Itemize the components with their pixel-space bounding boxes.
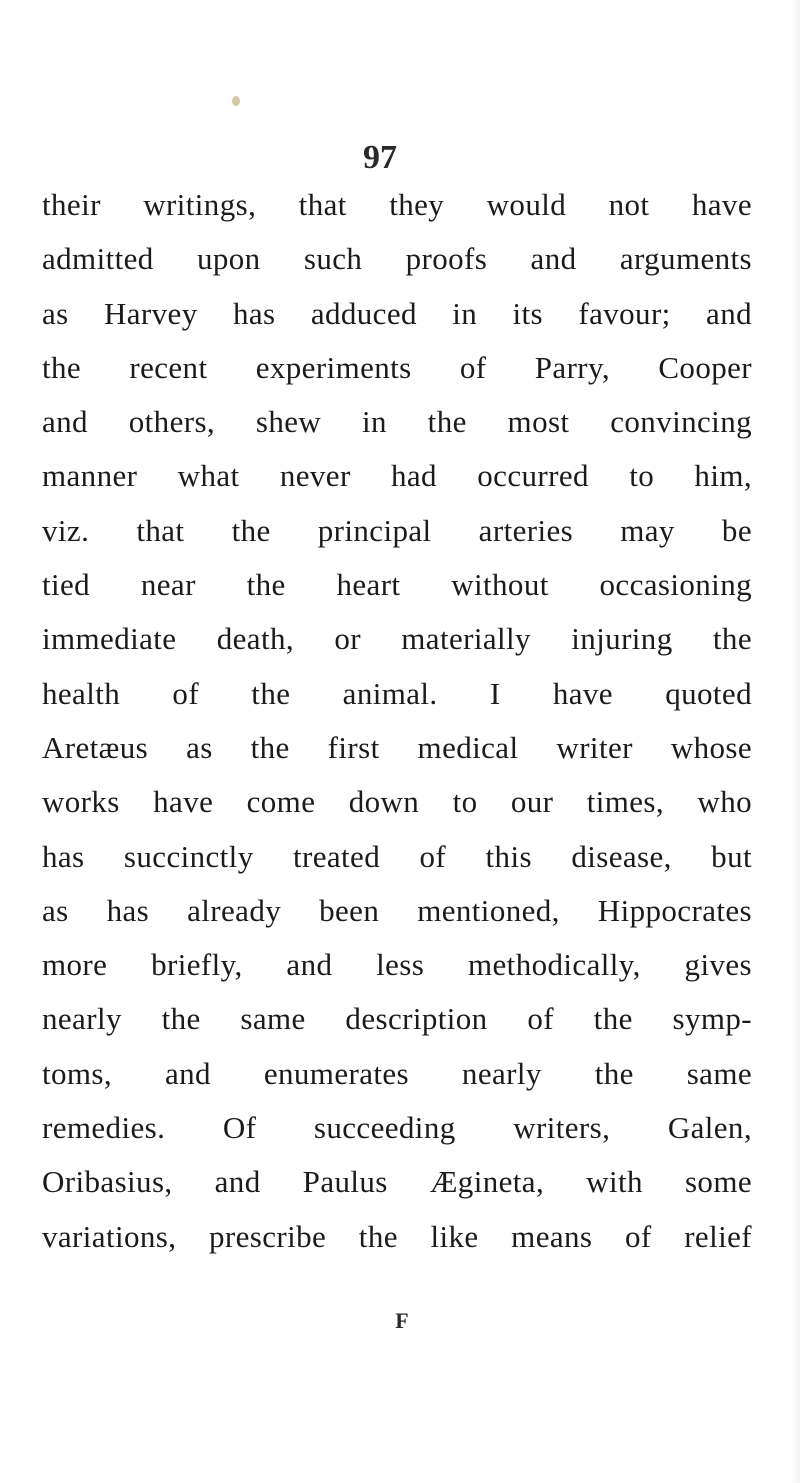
text-line: tied near the heart without occasioning — [42, 567, 752, 603]
text-line: viz. that the principal arteries may be — [42, 512, 752, 548]
page-edge-shadow — [790, 0, 800, 1483]
text-line: toms, and enumerates nearly the same — [42, 1055, 752, 1091]
text-line: nearly the same description of the symp- — [42, 1001, 752, 1037]
text-line: remedies. Of succeeding writers, Galen, — [42, 1110, 752, 1146]
text-line: health of the animal. I have quoted — [42, 675, 752, 711]
signature-mark: F — [395, 1308, 409, 1333]
text-line: has succinctly treated of this disease, but — [42, 838, 752, 874]
text-line: as Harvey has adduced in its favour; and — [42, 295, 752, 331]
paper-blemish — [232, 96, 240, 106]
text-line: and others, shew in the most convincing — [42, 404, 752, 440]
text-line: works have come down to our times, who — [42, 784, 752, 820]
text-line: the recent experiments of Parry, Cooper — [42, 349, 752, 385]
text-line: Aretæus as the first medical writer whose — [42, 729, 752, 765]
text-line: variations, prescribe the like means of relief — [42, 1218, 752, 1254]
body-text — [42, 178, 752, 1264]
page-number: 97 — [363, 139, 397, 176]
text-line: their writings, that they would not have — [42, 187, 752, 222]
text-line: as has already been mentioned, Hippocrates — [42, 892, 752, 928]
text-line: manner what never had occurred to him, — [42, 458, 752, 494]
text-line: immediate death, or materially injuring the — [42, 621, 752, 657]
text-line: Oribasius, and Paulus Ægineta, with some — [42, 1164, 752, 1200]
text-line: more briefly, and less methodically, gives — [42, 947, 752, 983]
text-line: admitted upon such proofs and arguments — [42, 241, 752, 277]
